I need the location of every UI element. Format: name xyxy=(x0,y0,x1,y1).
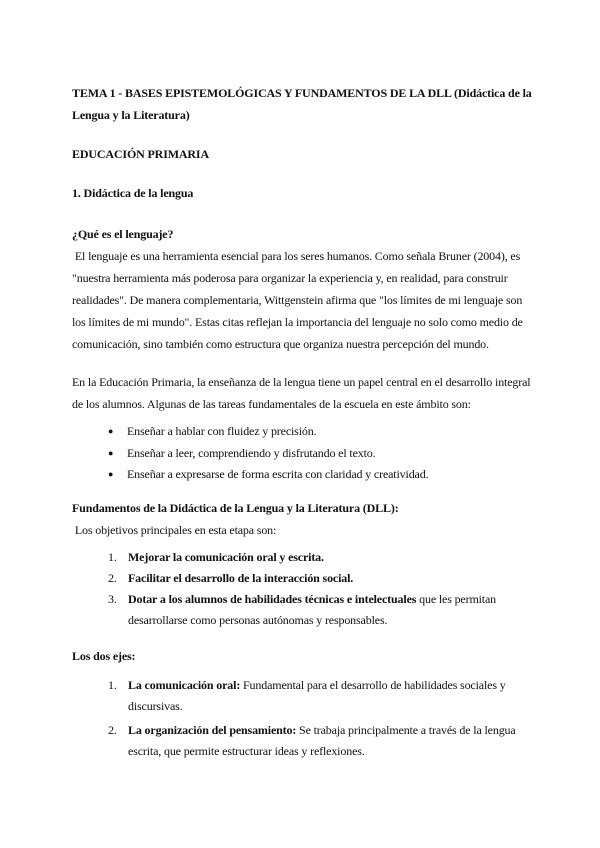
list-item-text: Enseñar a leer, comprendiendo y disfrutando el texto. xyxy=(127,445,376,460)
list-number: 2. xyxy=(108,723,117,737)
list-number: 2. xyxy=(108,571,117,585)
tasks-bullet-list xyxy=(108,421,534,485)
list-item-text: que les permitan desarrollarse como personas autónomas y responsables. xyxy=(128,592,499,627)
axes-list xyxy=(108,675,534,762)
list-item xyxy=(108,568,534,589)
list-number: 3. xyxy=(108,592,117,606)
list-item xyxy=(108,675,534,717)
objectives-intro: Los objetivos principales en esta etapa son: xyxy=(72,523,277,537)
list-item-bold: Dotar a los alumnos de habilidades técnicas e intelectuales xyxy=(128,592,417,606)
question-heading: ¿Qué es el lenguaje? xyxy=(72,227,174,241)
section-heading: 1. Didáctica de la lengua xyxy=(72,186,194,200)
list-item xyxy=(108,547,534,568)
list-number: 1. xyxy=(108,550,117,564)
list-item-bold: Mejorar la comunicación oral y escrita. xyxy=(128,550,324,564)
objectives-list xyxy=(108,547,534,631)
document-body xyxy=(72,82,534,776)
subtitle-heading: EDUCACIÓN PRIMARIA xyxy=(72,147,209,161)
list-number: 1. xyxy=(108,678,117,692)
document-title: TEMA 1 - BASES EPISTEMOLÓGICAS Y FUNDAMENTOS DE LA DLL (Didáctica de la Lengua y la Literatura) xyxy=(72,86,532,122)
list-item xyxy=(108,443,534,464)
list-item-text: Enseñar a expresarse de forma escrita con claridad y creatividad. xyxy=(127,467,429,481)
list-item-bold: La organización del pensamiento: xyxy=(128,723,297,737)
paragraph-primaria: En la Educación Primaria, la enseñanza de la lengua tiene un papel central en el desarrollo integral de los alumnos. Algunas de las tareas fundamentales de la escuela en este ámbito son: xyxy=(72,375,531,411)
list-item xyxy=(108,421,534,442)
list-item-bold: Facilitar el desarrollo de la interacción social. xyxy=(128,571,354,585)
list-item-text: Fundamental para el desarrollo de habilidades sociales y discursivas. xyxy=(128,678,509,713)
axes-heading: Los dos ejes: xyxy=(72,649,136,663)
list-item xyxy=(108,720,534,762)
list-item-bold: La comunicación oral: xyxy=(128,678,241,692)
list-item xyxy=(108,589,534,631)
bullet-icon: ● xyxy=(108,447,114,458)
fundamentos-heading: Fundamentos de la Didáctica de la Lengua y la Literatura (DLL): xyxy=(72,501,399,515)
bullet-icon: ● xyxy=(108,426,114,436)
bullet-icon: ● xyxy=(108,469,114,479)
paragraph-lenguaje: El lenguaje es una herramienta esencial para los seres humanos. Como señala Bruner (2004), es "nuestra herramienta más poderosa para organizar la experiencia y, en realidad, para construir realidades". De manera complementaria, Wittgenstein afirma que "los límites de mi lenguaje son los límites de mi mundo". Estas citas reflejan la importancia del lenguaje no solo como medio de comunicación, sino también como estructura que organiza nuestra percepción del mundo. xyxy=(72,249,526,351)
list-item-text: Enseñar a hablar con fluidez y precisión. xyxy=(127,424,317,438)
list-item xyxy=(108,464,534,485)
list-item-text: Se trabaja principalmente a través de la lengua escrita, que permite estructurar ideas y reflexiones. xyxy=(128,723,519,758)
